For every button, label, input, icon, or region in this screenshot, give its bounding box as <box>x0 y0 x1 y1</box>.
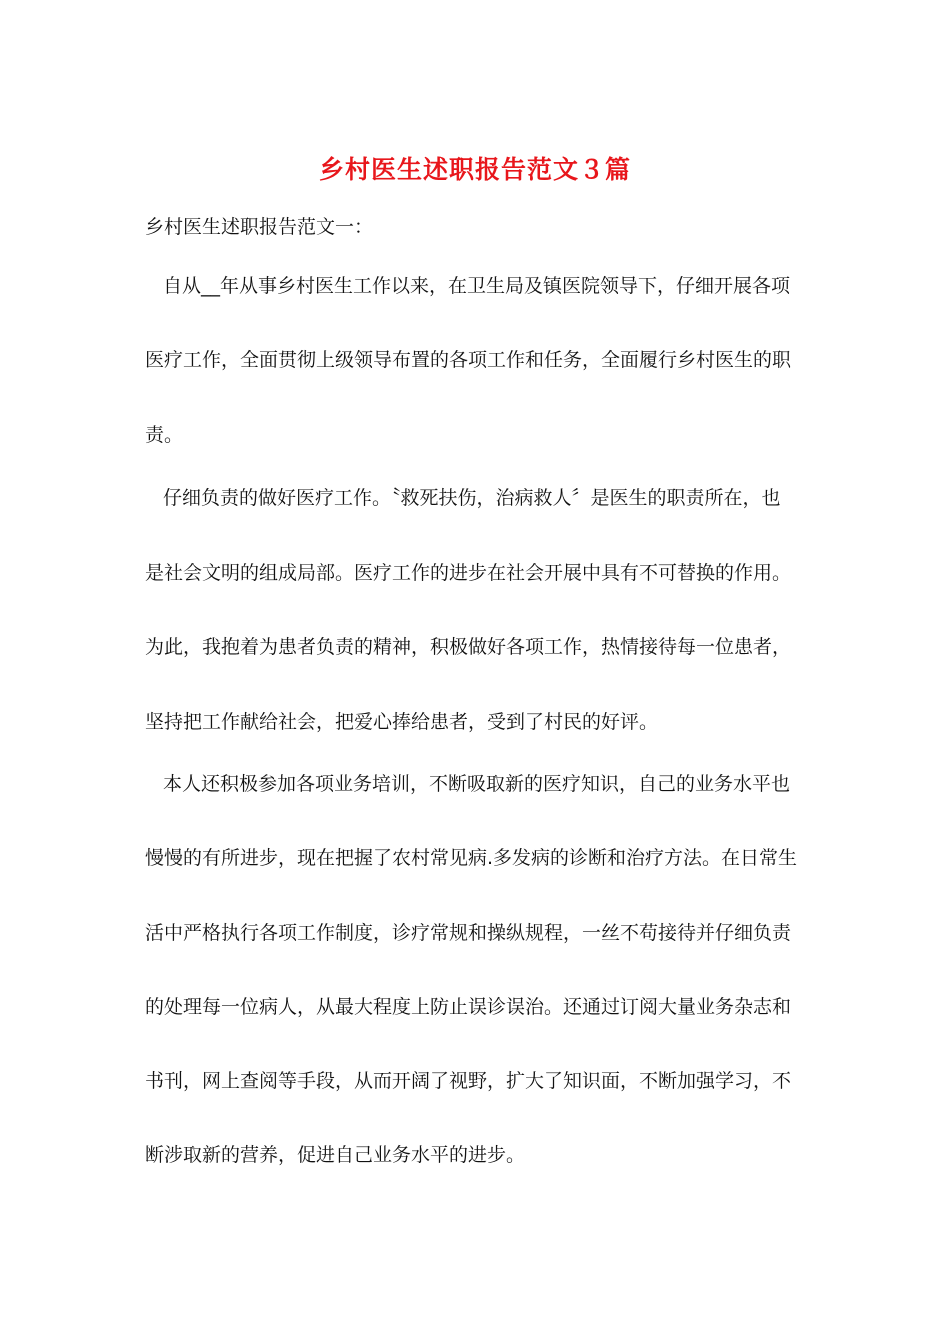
paragraph-line: 责。 <box>145 424 184 446</box>
paragraph-line: 书刊，网上查阅等手段，从而开阔了视野，扩大了知识面，不断加强学习，不 <box>145 1070 792 1092</box>
paragraph-line: 仔细负责的做好医疗工作。〝救死扶伤，治病救人〞是医生的职责所在，也 <box>163 487 781 509</box>
paragraph-line: 本人还积极参加各项业务培训，不断吸取新的医疗知识，自己的业务水平也 <box>163 773 791 795</box>
paragraph-line: 自从__年从事乡村医生工作以来，在卫生局及镇医院领导下，仔细开展各项 <box>163 275 791 297</box>
paragraph-line: 慢慢的有所进步，现在把握了农村常见病.多发病的诊断和治疗方法。在日常生 <box>145 847 798 869</box>
paragraph-line: 医疗工作，全面贯彻上级领导布置的各项工作和任务，全面履行乡村医生的职 <box>145 349 792 371</box>
paragraph-line: 为此，我抱着为患者负责的精神，积极做好各项工作，热情接待每一位患者， <box>145 636 792 658</box>
paragraph-line: 是社会文明的组成局部。医疗工作的进步在社会开展中具有不可替换的作用。 <box>145 562 792 584</box>
paragraph-line: 断涉取新的营养，促进自己业务水平的进步。 <box>145 1144 526 1166</box>
paragraph-line: 活中严格执行各项工作制度，诊疗常规和操纵规程，一丝不苟接待并仔细负责 <box>145 922 792 944</box>
document-title: 乡村医生述职报告范文３篇 <box>318 155 631 184</box>
paragraph-line: 坚持把工作献给社会，把爱心捧给患者，受到了村民的好评。 <box>145 711 659 733</box>
section-heading: 乡村医生述职报告范文一： <box>145 216 374 238</box>
paragraph-line: 的处理每一位病人，从最大程度上防止误诊误治。还通过订阅大量业务杂志和 <box>145 996 792 1018</box>
